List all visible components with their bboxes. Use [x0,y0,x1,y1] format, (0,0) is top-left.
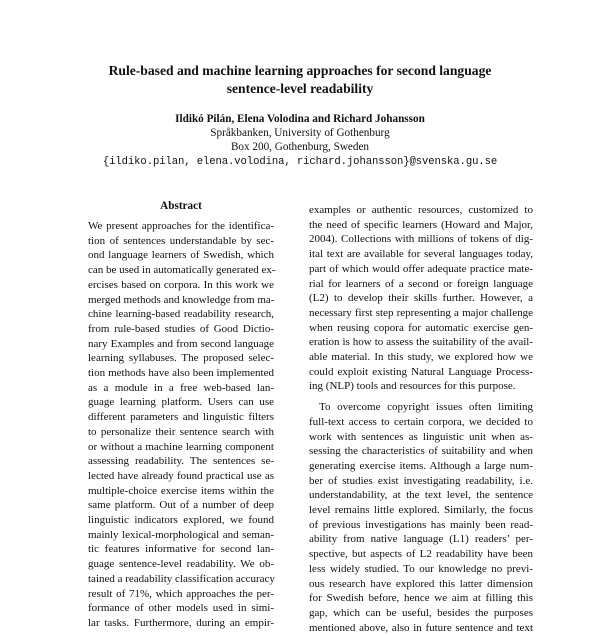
text-line: the need of specific learners (Howard and Major, [309,218,533,231]
text-line: could exploit existing Natural Language Process- [309,365,533,378]
author-list: Ildikó Pilán, Elena Volodina and Richard Johansson [175,113,425,125]
text-line: To overcome copyright issues often limiting [319,401,533,414]
text-line: understandability, at the text level, the sentence [309,489,533,502]
text-line: from rule-based studies of Good Dictio- [88,322,274,335]
text-line: gap, which can be useful, besides the purposes [309,606,533,619]
text-line: 2004). Collections with millions of tokens of dig- [309,233,533,246]
paper-title [0,62,600,98]
text-line: spective, but aspects of L2 readability have been [309,548,533,561]
text-line: or without a machine learning component [88,440,274,453]
text-line: level remains little explored. Similarly, the focus [309,504,533,517]
author-emails: {ildiko.pilan, elena.volodina, richard.johansson}@svenska.gu.se [102,156,498,168]
text-line: necessary first step representing a major challenge [309,306,533,319]
text-line: ercises based on corpora. In this work we [88,278,274,291]
text-line: linguistic indicators explored, we found [88,514,274,527]
text-line: can be used in automatically generated ex- [88,264,276,277]
text-line: to personalize their sentence search with [88,425,274,438]
text-line: formance of other models used in simi- [88,602,274,615]
text-line: ital text are available for several languages today, [309,248,533,261]
text-line: generating exercise items. Although a large num- [309,459,533,472]
text-line: rial for learners of a second or foreign language [309,277,533,290]
title-line: sentence-level readability [226,81,374,96]
text-line: result of 71%, which approaches the per- [88,587,274,600]
text-line: ber of studies exist investigating readability, i.e. [309,474,533,487]
text-line: as a module in a free web-based lan- [88,381,274,394]
text-line: ond language learners of Swedish, which [88,249,274,262]
text-line: guage learning platform. Users can use [88,396,274,409]
text-line: guage sentence-level readability. We ob- [88,558,274,571]
text-line: part of which would offer adequate practice mate- [309,262,533,275]
text-line: multiple-choice exercise items within the [88,484,274,497]
text-line: mentioned above, also in future sentence and text [309,621,533,634]
text-line: different parameters and linguistic filters [88,411,274,424]
text-line: tained a readability classification accuracy [88,572,275,585]
text-line: lected have already found practical use as [88,469,274,482]
text-line: when reusing copora for automatic exercise gen- [309,321,533,334]
text-line: ability from native language (L1) readers’ per- [309,533,533,546]
affiliation-line: Box 200, Gothenburg, Sweden [230,141,370,153]
text-line: learning syllabuses. The proposed selec- [88,352,274,365]
text-line: work with sentences as linguistic unit when as- [309,430,533,443]
text-line: of previous investigations has mainly been read- [309,518,533,531]
text-line: less widely studied. To our knowledge no previ- [309,562,533,575]
text-line: tic features informative for second lan- [88,543,274,556]
text-line: same platform. Out of a number of deep [88,499,274,512]
text-line: mainly lexical-morphological and seman- [88,528,274,541]
text-line: merged methods and knowledge from ma- [88,293,275,306]
text-line: We present approaches for the identifica- [88,220,274,232]
text-line: lar tasks. Furthermore, during an empir- [88,616,274,629]
affiliation-line: Språkbanken, University of Gothenburg [210,127,390,139]
abstract-body [88,219,274,631]
text-line: (L2) to develop their skills further. However, a [309,292,533,305]
text-line: eration is how to assess the suitability of the avail- [309,336,533,349]
text-line: tion of sentences understandable by sec- [88,234,274,247]
text-line: sessing the characteristics of suitability and when [309,445,533,458]
text-line: assessing readability. The sentences se- [88,455,274,468]
text-line: chine learning-based readability research, [88,308,274,321]
text-line: ous research have explored this latter dimension [309,577,533,590]
introduction-body [309,203,533,635]
title-line: Rule-based and machine learning approaches for second language [108,63,492,78]
text-line: nary Examples and from second language [88,337,274,350]
text-line: able material. In this study, we explored how we [309,351,533,364]
text-line: for Swedish before, hence we aim at filling this [309,592,533,605]
text-line: ing (NLP) tools and resources for this purpose. [309,380,516,393]
text-line: full-text access to certain corpora, we decided to [309,415,533,428]
text-line: examples or authentic resources, customized to [309,204,533,216]
text-line: tion methods have also been implemented [88,367,274,380]
abstract-heading: Abstract [160,200,202,212]
